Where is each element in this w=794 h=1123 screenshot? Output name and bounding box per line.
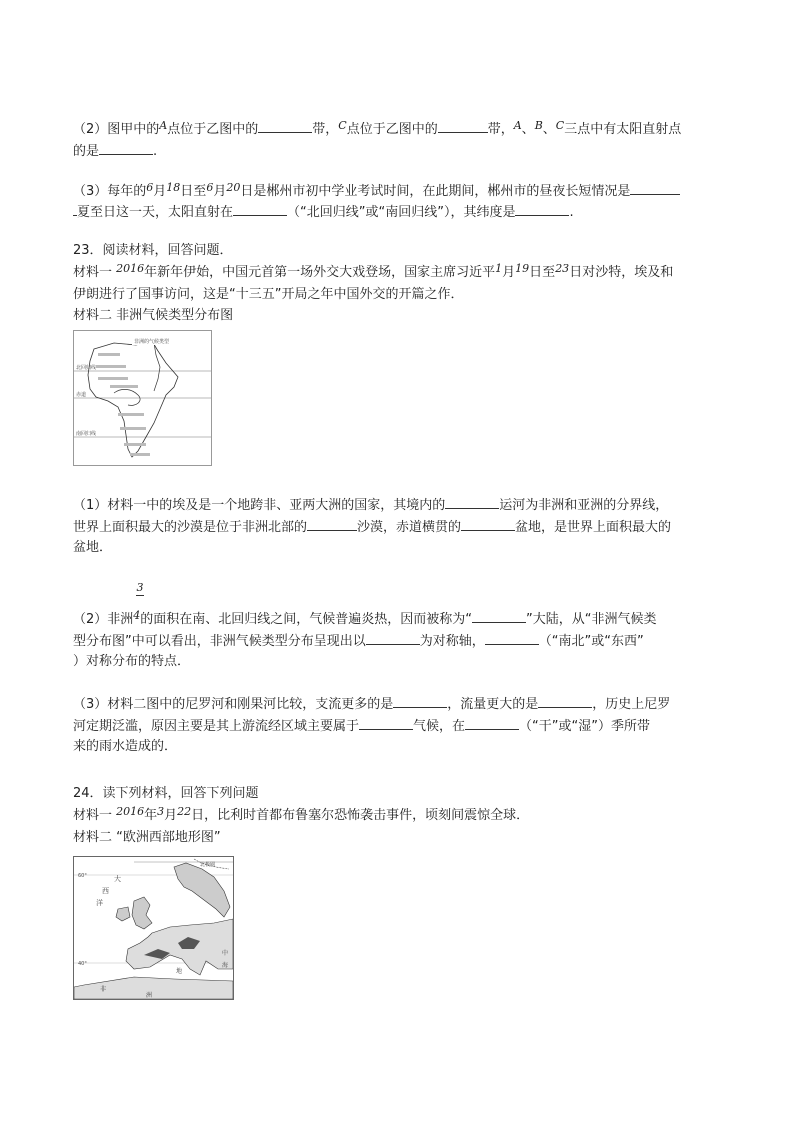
text: 日是郴州市初中学业考试时间，在此期间，郴州市的昼夜长短情况是 (240, 184, 631, 199)
text: （3）每年的 (73, 184, 147, 199)
answer-blank[interactable] (485, 630, 539, 645)
climate-zone-label (120, 427, 146, 430)
label-africa-1: 非 (100, 986, 107, 993)
answer-blank[interactable] (393, 693, 447, 708)
answer-blank[interactable] (438, 118, 488, 133)
label-tropic-capricorn: 南回归线 (76, 431, 97, 437)
text: 运河为非洲和亚洲的分界线， (499, 498, 669, 513)
q24-heading: 24．读下列材料，回答下列问题 (73, 786, 259, 801)
map-title: 非洲的气候类型 (134, 339, 170, 345)
answer-blank[interactable] (630, 180, 680, 195)
climate-zone-label (110, 385, 138, 388)
q23-part3-line3: 来的雨水造成的． (73, 739, 178, 754)
q22-part2-line2 (73, 140, 723, 162)
text: 、 (521, 122, 535, 137)
number: 6 (206, 181, 214, 194)
number: 19 (515, 262, 530, 275)
climate-zone-label (96, 365, 126, 368)
text: ，历史上尼罗 (592, 697, 671, 712)
label-sea-2: 中 (222, 950, 229, 957)
label-africa-2: 洲 (146, 992, 153, 999)
text: ，流量更大的是 (447, 697, 539, 712)
answer-blank[interactable] (99, 140, 153, 155)
text: . (153, 144, 158, 159)
answer-blank[interactable] (258, 118, 312, 133)
answer-blank[interactable] (472, 608, 526, 623)
variable-c: C (555, 119, 565, 132)
variable-b: B (534, 119, 543, 132)
text: 的是 (73, 144, 100, 159)
text: 日对沙特，埃及和 (569, 265, 674, 280)
q23-part1-line2 (73, 516, 723, 538)
western-europe-terrain-map (73, 856, 234, 1000)
text: . (569, 205, 574, 220)
text: 、 (542, 122, 556, 137)
text: 型分布图”中可以看出，非洲气候类型分布呈现出以 (73, 634, 366, 649)
text: ”大陆，从“非洲气候类 (526, 612, 657, 627)
q23-material2-caption: 材料二 非洲气候类型分布图 (73, 308, 234, 323)
text: 点位于乙图中的 (346, 122, 438, 137)
climate-zone-label (124, 443, 146, 446)
text: 为对称轴， (419, 634, 485, 649)
label-ocean-3: 洋 (96, 899, 103, 907)
number: 22 (177, 805, 192, 818)
fraction-three-quarters (135, 582, 145, 597)
text: 带， (487, 122, 514, 137)
text: 盆地，是世界上面积最大的 (515, 520, 672, 535)
label-equator: 赤道 (76, 392, 87, 398)
text: （“北回归线”或“南回归线”），其纬度是 (287, 205, 516, 220)
label-tropic-cancer: 北回归线 (76, 365, 97, 371)
text: （2）非洲 (73, 612, 134, 627)
label-ocean-2: 西 (102, 887, 109, 895)
fraction-numerator: 3 (136, 581, 144, 594)
q22-part2-line1 (73, 118, 723, 140)
text: 月 (153, 184, 167, 199)
text: （2）图甲中的 (73, 122, 160, 137)
q23-part2-line1 (73, 608, 723, 630)
q23-part2-line3: ）对称分布的特点． (73, 654, 191, 669)
number: 20 (226, 181, 241, 194)
q23-part2-line2 (73, 630, 723, 652)
text: 世界上面积最大的沙漠是位于非洲北部的 (73, 520, 308, 535)
climate-zone-label (98, 353, 120, 356)
text: 点位于乙图中的 (167, 122, 259, 137)
north-africa (74, 977, 233, 999)
number: 2016 (116, 262, 145, 275)
text: 带， (312, 122, 339, 137)
text: 月 (164, 808, 178, 823)
number: 6 (146, 181, 154, 194)
answer-blank[interactable] (366, 630, 420, 645)
text: 河定期泛滥，原因主要是其上游流经区域主要属于 (73, 719, 360, 734)
text: 材料一 (73, 265, 117, 280)
congo-river (114, 389, 140, 405)
answer-blank[interactable] (307, 516, 357, 531)
label-sea-3: 海 (222, 962, 229, 969)
label-60-degrees: 60° (78, 873, 87, 879)
ireland (116, 907, 130, 921)
text: 月 (502, 265, 516, 280)
text: （3）材料二图中的尼罗河和刚果河比较，支流更多的是 (73, 697, 394, 712)
text: 三点中有太阳直射点 (564, 122, 682, 137)
q22-part3-line1 (73, 180, 723, 202)
q22-part3-line2 (73, 201, 723, 223)
text: 日至 (180, 184, 207, 199)
answer-blank[interactable] (465, 715, 519, 730)
q23-part3-line1 (73, 693, 723, 715)
number: 3 (157, 805, 165, 818)
text: 材料一 (73, 808, 117, 823)
q23-heading: 23．阅读材料，回答问题． (73, 243, 233, 258)
answer-blank[interactable] (515, 201, 569, 216)
answer-blank[interactable] (445, 494, 499, 509)
text: 夏至日这一天，太阳直射在 (77, 205, 234, 220)
variable-a: A (159, 119, 168, 132)
text: 日至 (529, 265, 556, 280)
answer-blank[interactable] (461, 516, 515, 531)
text: 沙漠，赤道横贯的 (357, 520, 462, 535)
answer-blank[interactable] (233, 201, 287, 216)
q24-material2-caption: 材料二 “欧洲西部地形图” (73, 830, 221, 845)
great-britain (132, 897, 152, 929)
africa-climate-map (73, 330, 212, 466)
label-40-degrees: 40° (78, 961, 87, 967)
text: 气候，在 (413, 719, 466, 734)
q23-part1-line3: 盆地． (73, 540, 113, 555)
africa-outline (88, 341, 178, 457)
text: 年 (144, 808, 158, 823)
variable-c: C (338, 119, 347, 132)
climate-zone-label (130, 453, 150, 456)
text: 日，比利时首都布鲁塞尔恐怖袭击事件，顷刻间震惊全球． (191, 808, 530, 823)
number: 23 (555, 262, 570, 275)
text: （“南北”或“东西” (538, 634, 644, 649)
text: 的面积在南、北回归线之间，气候普遍炎热，因而被称为“ (140, 612, 473, 627)
text: （“干”或“湿”）季所带 (519, 719, 650, 734)
number: 1 (495, 262, 503, 275)
climate-zone-label (118, 413, 144, 416)
number: 18 (166, 181, 181, 194)
q23-part3-line2 (73, 715, 723, 737)
number: 2016 (116, 805, 145, 818)
fraction-bar (136, 595, 144, 596)
q23-part1-line1 (73, 494, 723, 516)
climate-zone-label (98, 377, 128, 380)
fraction-denominator: 4 (133, 609, 141, 622)
q24-material1 (73, 806, 723, 826)
q23-material1-line1 (73, 263, 723, 283)
q23-material1-line2: 伊朗进行了国事访问，这是“十三五”开局之年中国外交的开篇之作． (73, 287, 464, 302)
scandinavia (174, 863, 230, 917)
text: 月 (213, 184, 227, 199)
answer-blank[interactable] (359, 715, 413, 730)
text: 年新年伊始，中国元首第一场外交大戏登场，国家主席习近平 (144, 265, 496, 280)
variable-a: A (513, 119, 522, 132)
text: （1）材料一中的埃及是一个地跨非、亚两大洲的国家，其境内的 (73, 498, 446, 513)
label-arctic-circle: 北极圈 (200, 862, 216, 868)
nile-river (154, 343, 160, 391)
answer-blank[interactable] (538, 693, 592, 708)
label-sea-1: 地 (176, 968, 183, 975)
label-ocean-1: 大 (114, 875, 121, 883)
